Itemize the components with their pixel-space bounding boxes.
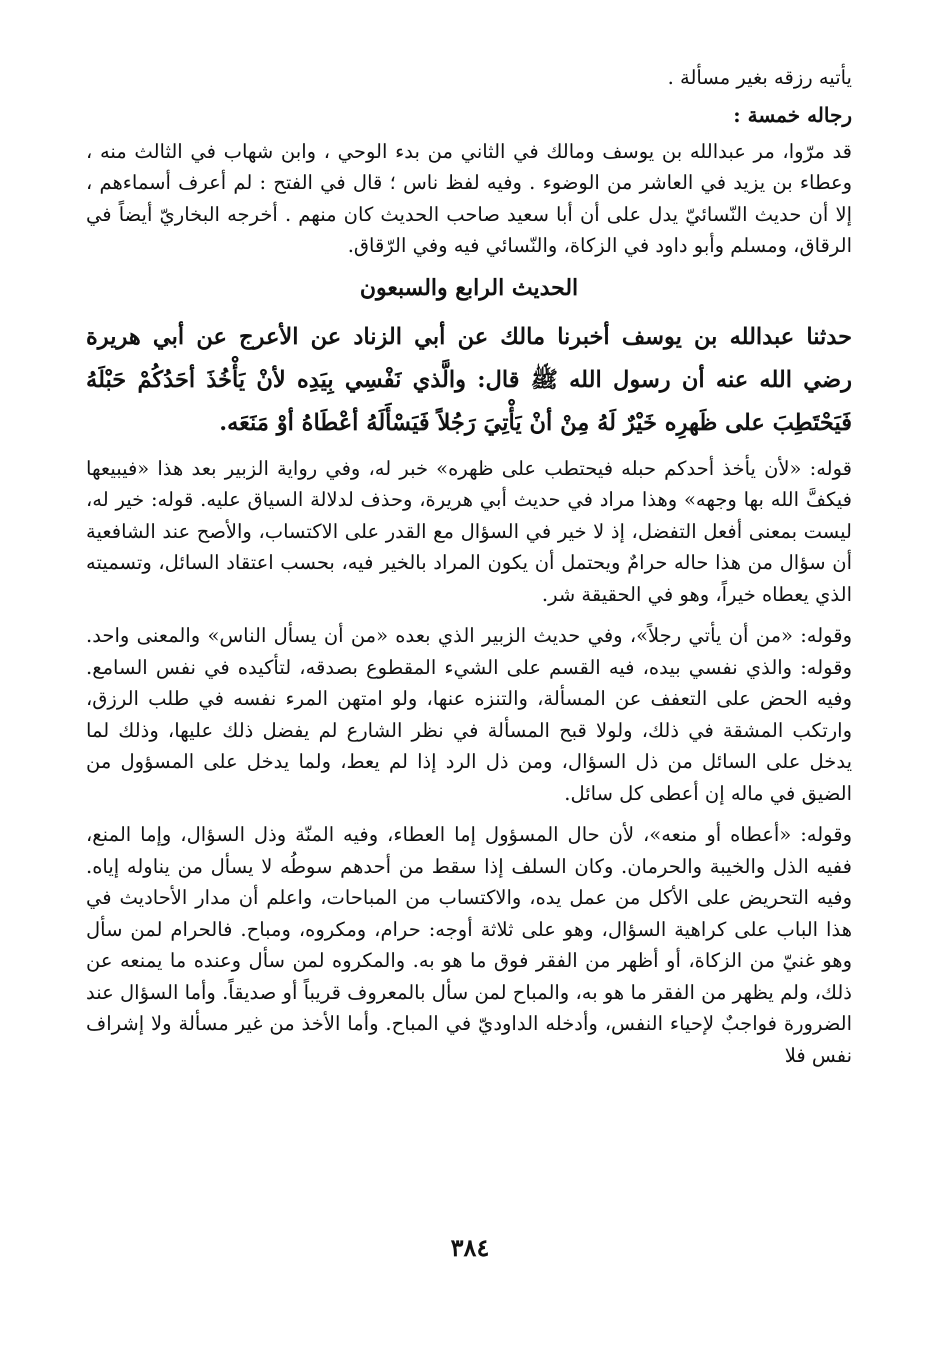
hadith-title: الحديث الرابع والسبعون <box>359 274 579 301</box>
hadith-text: حدثنا عبدالله بن يوسف أخبرنا مالك عن أبي الزناد عن الأعرج عن أبي هريرة رضي الله عنه أن رسول الله ﷺ قال: والَّذي نَفْسِي بِيَدِه لأنْ يَأْخُذَ أحَدُكُمْ حَبْلَهُ فَيَحْتَطِبَ على ظَهرِه خَيْرٌ لَهُ مِنْ أنْ يَأْتِيَ رَجُلاً فَيَسْأَلَهُ أعْطَاهُ أوْ مَنَعَه. <box>86 323 852 436</box>
top-line: يأتيه رزقه بغير مسألة . <box>667 66 852 89</box>
narrators-heading: رجاله خمسة : <box>733 102 852 127</box>
commentary-paragraph-3: وقوله: «أعطاه أو منعه»، لأن حال المسؤول إما العطاء، وفيه المنّة وذل السؤال، وإما المنع، ففيه الذل والخيبة والحرمان. وكان السلف إذا سقط من أحدهم سوطُه لا يسأل من يناوله إياه. وفيه التحريض على الأكل من عمل يده، والاكتساب من المباحات، واعلم أن مدار الأحاديث في هذا الباب على كراهية السؤال، وهو على ثلاثة أوجه: حرام، ومكروه، ومباح. فالحرام لمن سأل وهو غنيّ من الزكاة، أو أظهر من الفقر فوق ما هو به. والمكروه لمن سأل وعنده ما يمنعه عن ذلك، ولم يظهر من الفقر ما هو به، والمباح لمن سأل بالمعروف قريباً أو صديقاً. وأما السؤال عند الضرورة فواجبٌ لإحياء النفس، وأدخله الداوديّ في المباح. وأما الأخذ من غير مسألة ولا إشراف نفس فلا <box>86 823 852 1067</box>
commentary-paragraph-1: قوله: «لأن يأخذ أحدكم حبله فيحتطب على ظهره» خبر له، وفي رواية الزبير بعد هذا «فيبيعها فيكفَّ الله بها وجهه» وهذا مراد في حديث أبي هريرة، وحذف لدلالة السياق عليه. قوله: خير له، ليست بمعنى أفعل التفضل، إذ لا خير في السؤال مع القدر على الاكتساب، والأصح عند الشافعية أن سؤال من هذا حاله حرامٌ ويحتمل أن يكون المراد بالخير فيه، بحسب اعتقاد السائل، وتسميته الذي يعطاه خيراً، وهو في الحقيقة شر. <box>86 456 852 606</box>
commentary-paragraph-2: وقوله: «من أن يأتي رجلاً»، وفي حديث الزبير الذي بعده «من أن يسأل الناس» والمعنى واحد. وقوله: والذي نفسي بيده، فيه القسم على الشيء المقطوع بصدقه، لتأكيده في نفس السامع. وفيه الحض على التعفف عن المسألة، والتنزه عنها، ولو امتهن المرء نفسه في طلب الرزق، وارتكب المشقة في ذلك، ولولا قبح المسألة في نظر الشارع لم يفضل ذلك عليها، وذلك لما يدخل على السائل من ذل السؤال، ومن ذل الرد إذا لم يعط، ولما يدخل على المسؤول من الضيق في ماله إن أعطى كل سائل. <box>86 624 852 805</box>
narrators-paragraph: قد مرّوا، مر عبدالله بن يوسف ومالك في الثاني من بدء الوحي ، وابن شهاب في الثالث منه ، وعطاء بن يزيد في العاشر من الوضوء . وفيه لفظ ناس ؛ قال في الفتح : لم أعرف أسماءهم ، إلا أن حديث النّسائيّ يدل على أن أبا سعيد صاحب الحديث كان منهم . أخرجه البخاريّ أيضاً في الرقاق، ومسلم وأبو داود في الزكاة، والنّسائي فيه وفي الرّقاق. <box>86 139 852 257</box>
page-content <box>86 62 852 1071</box>
page-number: ٣٨٤ <box>450 1233 490 1262</box>
